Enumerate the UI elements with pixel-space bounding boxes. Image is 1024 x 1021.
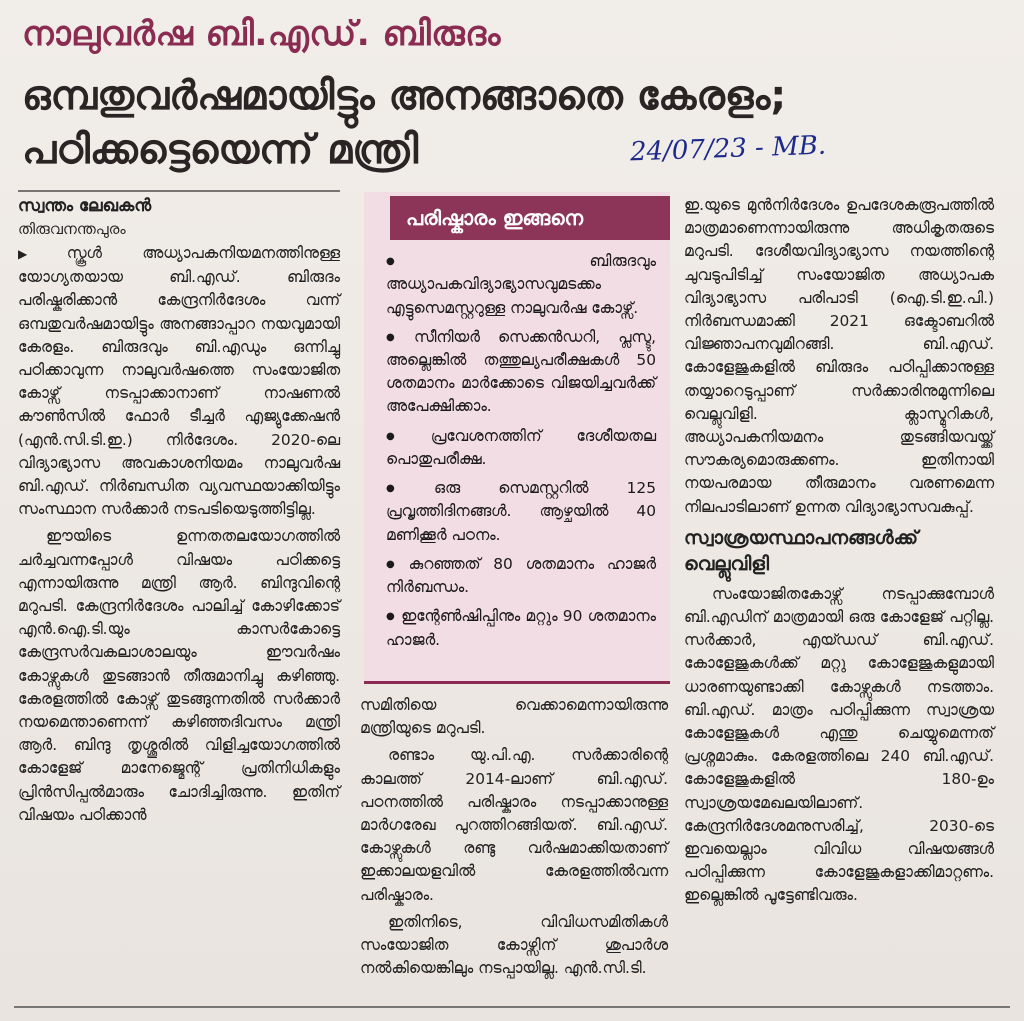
bullet-icon: ● [386, 483, 428, 495]
sidebar-box [364, 192, 670, 684]
bullet-icon: ● [386, 430, 425, 442]
list-item: ● കുറഞ്ഞത് 80 ശതമാനം ഹാജർ നിർബന്ധം. [386, 554, 656, 597]
column2-para-1: സമിതിയെ വെക്കാമെന്നായിരുന്നു മന്ത്രിയുടെ മറുപടി. [360, 696, 668, 738]
article-column-2 [360, 694, 668, 984]
bullet-icon: ● [386, 558, 403, 570]
byline-name: സ്വന്തം ലേഖകൻ [18, 196, 152, 216]
list-item: ● സീനിയർ സെക്കൻഡറി, പ്ലസ്ടു, അല്ലെങ്കിൽ തത്തുല്യപരീക്ഷകൾ 50 ശതമാനം മാർക്കോടെ വിജയിച്ചവർക്ക് അപേക്ഷിക്കാം. [386, 327, 656, 416]
column3-para-2: സംയോജിതകോഴ്സ് നടപ്പാക്കുമ്പോൾ ബി.എഡിന് മാത്രമായി ഒരു കോളേജ് പറ്റില്ല. സർക്കാർ, എയ്ഡഡ് ബി.എഡ്. കോളേജുകൾക്ക് മറ്റു കോളേജുകളുമായി ധാരണയുണ്ടാക്കി കോഴ്സുകൾ നടത്താം. ബി.എഡ്. മാത്രം പഠിപ്പിക്കുന്ന സ്വാശ്രയ കോളേജുകൾ എന്തു ചെയ്യുമെന്നത് പ്രശ്നമാകും. കേരളത്തിലെ 240 ബി.എഡ്. കോളേജുകളിൽ 180-ഉം സ്വാശ്രയമേഖലയിലാണ്. കേന്ദ്രനിർദേശമനുസരിച്ച്, 2030-ടെ ഇവയെല്ലാം വിവിധ വിഷയങ്ങൾ പഠിപ്പിക്കുന്ന കോളേജുകളാക്കിമാറ്റണം. ഇല്ലെങ്കിൽ പൂട്ടേണ്ടിവരും. [684, 584, 994, 905]
article-column-1 [18, 194, 340, 831]
sidebar-box-list [364, 240, 670, 652]
column3-para-1: ഇ.യുടെ മുൻനിർദേശം ഉപദേശകരൂപത്തിൽ മാത്രമാണെന്നായിരുന്നു അധികൃതരുടെ മറുപടി. ദേശീയവിദ്യാഭ്യാസ നയത്തിന്റെ ചുവടുപിടിച്ച് സംയോജിത അധ്യാപക വിദ്യാഭ്യാസ പരിപാടി (ഐ.ടി.ഇ.പി.) നിർബന്ധമാക്കി 2021 ഒക്ടോബറിൽ വിജ്ഞാപനവുമിറങ്ങി. ബി.എഡ്. കോളേജുകളിൽ ബിരുദം പഠിപ്പിക്കാനുള്ള തയ്യാറെടുപ്പാണ് സർക്കാരിനുമുന്നിലെ വെല്ലുവിളി. ക്ലാസ്മുറികൾ, അധ്യാപകനിയമനം തുടങ്ങിയവയ്ക്ക് സൗകര്യമൊരുക്കണം. ഇതിനായി നയപരമായ തീരുമാനം വരണമെന്ന നിലപാടിലാണ് ഉന്നത വിദ്യാഭ്യാസവകുപ്പ്. [684, 196, 994, 516]
column2-para-3: ഇതിനിടെ, വിവിധസമിതികൾ സംയോജിത കോഴ്സിന് ശുപാർശ നൽകിയെങ്കിലും നടപ്പായില്ല. എൻ.സി.ടി. [360, 912, 668, 978]
arrow-icon: ▶ [18, 247, 63, 261]
headline-line-2: പഠിക്കട്ടെയെന്ന് മന്ത്രി [22, 127, 419, 173]
sidebar-box-title: പരിഷ്കാരം ഇങ്ങനെ [390, 196, 670, 240]
handwritten-date-note: 24/07/23 - MB. [629, 130, 827, 168]
list-item: ● ഒരു സെമസ്റ്ററിൽ 125 പ്രവൃത്തിദിനങ്ങൾ. ആഴ്ചയിൽ 40 മണിക്കൂർ പഠനം. [386, 479, 656, 544]
byline-place: തിരുവനന്തപുരം [18, 220, 126, 238]
headline-line-1: ഒമ്പതുവർഷമായിട്ടും അനങ്ങാതെ കേരളം; [22, 73, 787, 119]
column1-para-1: ▶ സ്കൂൾ അധ്യാപകനിയമനത്തിനുള്ള യോഗ്യതയായ ബി.എഡ്. ബിരുദം പരിഷ്കരിക്കാൻ കേന്ദ്രനിർദേശം വന്ന് ഒമ്പതുവർഷമായിട്ടും അനങ്ങാപ്പാറ നയവുമായി കേരളം. ബിരുദവും ബി.എഡും ഒന്നിച്ചു പഠിക്കാവുന്ന നാലുവർഷത്തെ സംയോജിത കോഴ്സ് നടപ്പാക്കാനാണ് നാഷണൽ കൗൺസിൽ ഫോർ ടീച്ചർ എജ്യുക്കേഷൻ (എൻ.സി.ടി.ഇ.) നിർദേശം. 2020-ലെ വിദ്യാഭ്യാസ അവകാശനിയമം നാലുവർഷ ബി.എഡ്. നിർബന്ധിത വ്യവസ്ഥയാക്കിയിട്ടും സംസ്ഥാന സർക്കാർ നടപടിയെടുത്തിട്ടില്ല. [18, 244, 340, 519]
bullet-icon: ● [386, 331, 408, 343]
section-subhead: സ്വാശ്രയസ്ഥാപനങ്ങൾക്ക് വെല്ലുവിളി [684, 526, 919, 575]
column1-para-2: ഈയിടെ ഉന്നതതലയോഗത്തിൽ ചർച്ചവന്നപ്പോൾ വിഷയം പഠിക്കട്ടെ എന്നായിരുന്നു മന്ത്രി ആർ. ബിന്ദുവിന്റെ മറുപടി. കേന്ദ്രനിർദേശം പാലിച്ച് കോഴിക്കോട് എൻ.ഐ.ടി.യും കാസർകോട്ടെ കേന്ദ്രസർവകലാശാലയും ഈവർഷം കോഴ്സുകൾ തുടങ്ങാൻ തീരുമാനിച്ചു കഴിഞ്ഞു. കേരളത്തിൽ കോഴ്സ് തുടങ്ങുന്നതിൽ സർക്കാർ നയമെന്താണെന്ന് കഴിഞ്ഞദിവസം മന്ത്രി ആർ. ബിന്ദു തൃശ്ശൂരിൽ വിളിച്ചയോഗത്തിൽ കോളേജ് മാനേജ്മെന്റ് പ്രതിനിധികളും പ്രിൻസിപ്പൽമാരും ചോദിച്ചിരുന്നു. ഇതിന് വിഷയം പഠിക്കാൻ [18, 527, 340, 824]
bullet-icon: ● [386, 256, 584, 267]
bullet-icon: ● [386, 611, 396, 623]
byline-divider [18, 190, 340, 192]
bottom-rule [14, 1006, 1010, 1008]
article-column-3 [684, 194, 994, 912]
column2-para-2: രണ്ടാം യു.പി.എ. സർക്കാരിന്റെ കാലത്ത് 2014-ലാണ് ബി.എഡ്. പഠനത്തിൽ പരിഷ്കാരം നടപ്പാക്കാനുള്ള മാർഗരേഖ പുറത്തിറങ്ങിയത്. ബി.എഡ്. കോഴ്സുകൾ രണ്ടു വർഷമാക്കിയതാണ് ഇക്കാലയളവിൽ കേരളത്തിൽവന്ന പരിഷ്കാരം. [360, 746, 668, 904]
list-item: ● ഇന്റേൺഷിപ്പിനും മറ്റും 90 ശതമാനം ഹാജർ. [386, 607, 656, 649]
article-kicker: നാലുവർഷ ബി.എഡ്. ബിരുദം [22, 14, 501, 54]
list-item: ● പ്രവേശനത്തിന് ദേശീയതല പൊതുപരീക്ഷ. [386, 426, 656, 468]
list-item: ● ബിരുദവും അധ്യാപകവിദ്യാഭ്യാസവുമടക്കം എട്ടുസെമസ്റ്ററുള്ള നാലുവർഷ കോഴ്സ്. [386, 252, 656, 317]
